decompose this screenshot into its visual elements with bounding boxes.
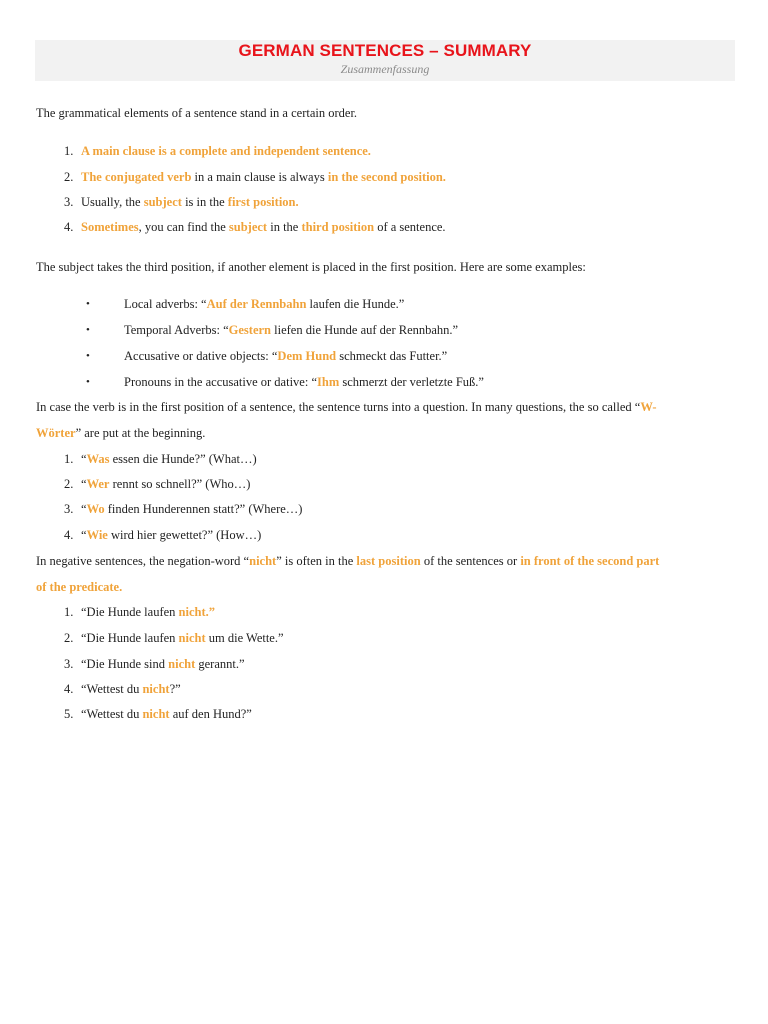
highlight-text: Auf der Rennbahn — [206, 297, 307, 311]
paragraph-text: ” are put at the beginning. — [75, 426, 206, 440]
list-item-text: laufen die Hunde.” — [306, 297, 405, 311]
list-item — [124, 347, 447, 365]
list-item-text: “Die Hunde laufen — [81, 605, 179, 619]
paragraph-text: of the sentences or — [420, 554, 521, 568]
list-item — [81, 193, 299, 211]
paragraph-text: ” is often in the — [276, 554, 357, 568]
list-item-text: Temporal Adverbs: “ — [124, 323, 229, 337]
list-item — [81, 218, 446, 236]
list-item-text: in a main clause is always — [191, 170, 328, 184]
list-item-text: rennt so schnell?” (Who…) — [109, 477, 251, 491]
list-item-text: liefen die Hunde auf der Rennbahn.” — [271, 323, 459, 337]
list-item-text: finden Hunderennen statt?” (Where…) — [104, 502, 303, 516]
bullet-marker: • — [86, 376, 90, 388]
list-item-text: auf den Hund?” — [169, 707, 252, 721]
bullet-marker: • — [86, 298, 90, 310]
list-item-text: is in the — [181, 195, 228, 209]
question-paragraph-line2 — [36, 424, 205, 442]
highlight-text: nicht — [249, 554, 277, 568]
list-marker: 2. — [64, 170, 74, 184]
list-item-text: “ — [81, 502, 87, 516]
list-item — [81, 603, 215, 621]
list-item — [81, 705, 252, 723]
list-item — [81, 629, 284, 647]
list-marker: 5. — [64, 707, 74, 721]
highlight-text: nicht — [178, 631, 206, 645]
list-marker: 2. — [64, 631, 74, 645]
list-marker: 1. — [64, 144, 74, 158]
list-item-text: , you can find the — [138, 220, 229, 234]
highlight-text: A main clause is a complete and independent sentence. — [81, 144, 371, 158]
intro-paragraph: The grammatical elements of a sentence stand in a certain order. — [36, 106, 358, 120]
list-marker: 4. — [64, 528, 74, 542]
list-item — [81, 680, 181, 698]
list-marker: 3. — [64, 502, 74, 516]
list-marker: 4. — [64, 682, 74, 696]
list-marker: 4. — [64, 220, 74, 234]
question-paragraph-line1 — [36, 398, 657, 416]
list-item-text: Pronouns in the accusative or dative: “ — [124, 375, 317, 389]
list-item — [81, 655, 245, 673]
list-item-text: Accusative or dative objects: “ — [124, 349, 278, 363]
list-item-text: “Wettest du — [81, 682, 143, 696]
bullet-marker: • — [86, 350, 90, 362]
list-item-text: wird hier gewettet?” (How…) — [107, 528, 262, 542]
third-position-paragraph: The subject takes the third position, if another element is placed in the first position. Here are some examples: — [36, 260, 586, 274]
highlight-text: Wörter — [36, 426, 76, 440]
list-item-text: “Die Hunde sind — [81, 657, 169, 671]
list-item-text: in the — [267, 220, 302, 234]
list-item-text: Usually, the — [81, 195, 144, 209]
list-item-text: “ — [81, 452, 87, 466]
highlight-text: in front of the second part — [520, 554, 660, 568]
highlight-text: Wer — [86, 477, 110, 491]
list-item — [81, 500, 302, 518]
list-marker: 3. — [64, 195, 74, 209]
highlight-text: in the second position. — [327, 170, 446, 184]
list-item — [81, 168, 446, 186]
list-item — [81, 526, 261, 544]
list-item — [124, 373, 484, 391]
highlight-text: subject — [143, 195, 182, 209]
list-item — [81, 142, 371, 160]
list-item — [124, 321, 458, 339]
highlight-text: Was — [86, 452, 110, 466]
highlight-text: nicht — [168, 657, 196, 671]
highlight-text: Ihm — [317, 375, 340, 389]
highlight-text: Gestern — [228, 323, 272, 337]
negation-paragraph-line2 — [36, 578, 122, 596]
list-item-text: “Die Hunde laufen — [81, 631, 179, 645]
list-item-text: “ — [81, 528, 87, 542]
list-marker: 1. — [64, 605, 74, 619]
highlight-text: The conjugated verb — [81, 170, 192, 184]
highlight-text: first position. — [227, 195, 299, 209]
list-item-text: “ — [81, 477, 87, 491]
negation-paragraph-line1 — [36, 552, 659, 570]
highlight-text: third position — [301, 220, 375, 234]
paragraph-text: . — [119, 580, 123, 594]
list-item — [81, 475, 250, 493]
paragraph-text: In negative sentences, the negation-word “ — [36, 554, 250, 568]
list-marker: 1. — [64, 452, 74, 466]
document-subtitle: Zusammenfassung — [340, 62, 430, 76]
list-item — [81, 450, 257, 468]
list-item-text: essen die Hunde?” (What…) — [109, 452, 257, 466]
highlight-text: nicht — [142, 707, 170, 721]
document-header — [35, 40, 735, 81]
list-item-text: schmeckt das Futter.” — [336, 349, 448, 363]
list-item-text: schmerzt der verletzte Fuß.” — [339, 375, 484, 389]
list-item-text: of a sentence. — [374, 220, 446, 234]
highlight-text: nicht.” — [178, 605, 215, 619]
highlight-text: of the predicate — [36, 580, 120, 594]
document-title: GERMAN SENTENCES – SUMMARY — [238, 41, 532, 60]
list-item-text: gerannt.” — [195, 657, 245, 671]
list-item-text: ?” — [169, 682, 181, 696]
highlight-text: W- — [640, 400, 657, 414]
highlight-text: Wie — [86, 528, 108, 542]
paragraph-text: In case the verb is in the first position of a sentence, the sentence turns into a question. In many questions, the so called “ — [36, 400, 641, 414]
list-item-text: “Wettest du — [81, 707, 143, 721]
bullet-marker: • — [86, 324, 90, 336]
list-item — [124, 295, 404, 313]
list-marker: 3. — [64, 657, 74, 671]
highlight-text: Sometimes — [81, 220, 139, 234]
highlight-text: nicht — [142, 682, 170, 696]
list-item-text: Local adverbs: “ — [124, 297, 207, 311]
highlight-text: subject — [228, 220, 268, 234]
highlight-text: Dem Hund — [277, 349, 337, 363]
list-item-text: um die Wette.” — [205, 631, 284, 645]
highlight-text: last position — [356, 554, 421, 568]
list-marker: 2. — [64, 477, 74, 491]
highlight-text: Wo — [86, 502, 105, 516]
